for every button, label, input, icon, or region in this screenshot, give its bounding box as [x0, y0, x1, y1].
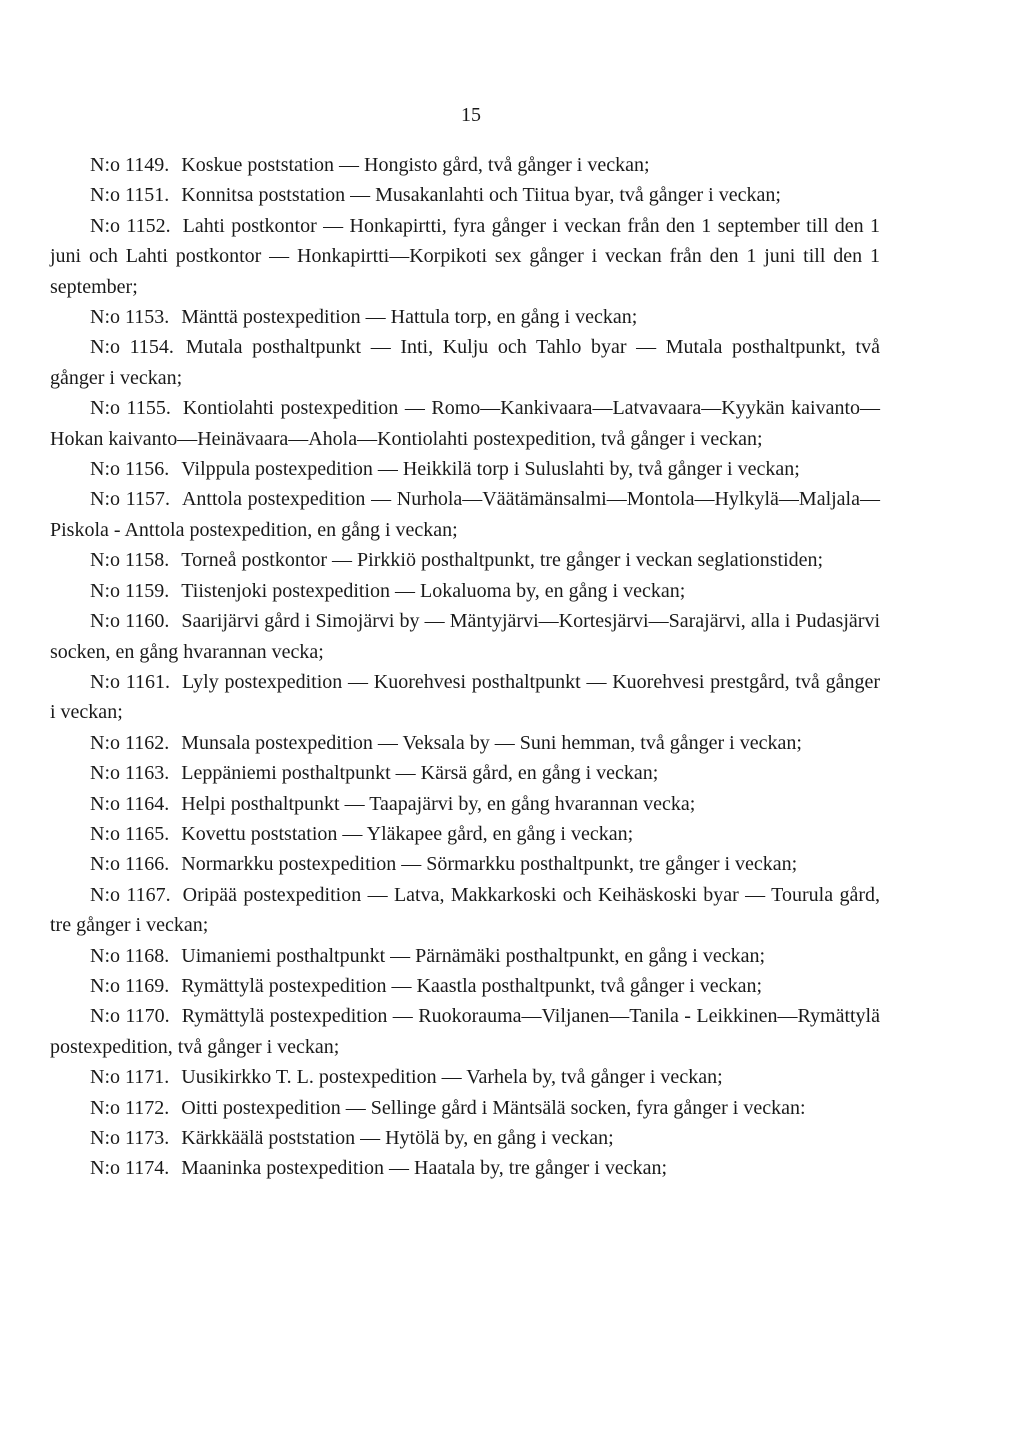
- entry-number: N:o 1151.: [90, 184, 170, 207]
- entry-number: N:o 1157.: [90, 488, 170, 511]
- entry-text: Konnitsa poststation — Musakanlahti och Tiitua byar, två gånger i veckan;: [181, 184, 781, 207]
- entry-number: N:o 1172.: [90, 1096, 170, 1119]
- list-item: [50, 332, 880, 393]
- entry-text: Mutala posthaltpunkt — Inti, Kulju och Tahlo byar — Mutala posthaltpunkt, två gånger i veckan;: [50, 336, 880, 389]
- entry-number: N:o 1171.: [90, 1066, 170, 1089]
- entry-number: N:o 1170.: [90, 1005, 170, 1028]
- entry-number: N:o 1168.: [90, 944, 170, 967]
- entry-number: N:o 1159.: [90, 579, 170, 602]
- entry-text: Saarijärvi gård i Simojärvi by — Mäntyjärvi—Kortesjärvi—Sarajärvi, alla i Pudasjärvi socken, en gång hvarannan vecka;: [50, 610, 880, 663]
- list-item: [50, 880, 880, 941]
- entry-text: Rymättylä postexpedition — Kaastla posthaltpunkt, två gånger i veckan;: [181, 974, 762, 997]
- entry-text: Helpi posthaltpunkt — Taapajärvi by, en gång hvarannan vecka;: [181, 792, 696, 815]
- list-item: [50, 302, 880, 332]
- list-item: [50, 1153, 880, 1183]
- entry-number: N:o 1161.: [90, 670, 171, 693]
- list-item: [50, 454, 880, 484]
- list-item: [50, 150, 880, 180]
- entry-text: Kovettu poststation — Yläkapee gård, en gång i veckan;: [181, 822, 634, 845]
- list-item: [50, 576, 880, 606]
- entry-list: [50, 150, 880, 1184]
- list-item: [50, 789, 880, 819]
- list-item: [50, 1062, 880, 1092]
- entry-text: Uimaniemi posthaltpunkt — Pärnämäki posthaltpunkt, en gång i veckan;: [181, 944, 766, 967]
- entry-text: Vilppula postexpedition — Heikkilä torp i Suluslahti by, två gånger i veckan;: [181, 458, 800, 481]
- entry-number: N:o 1154.: [90, 336, 174, 359]
- entry-text: Normarkku postexpedition — Sörmarkku posthaltpunkt, tre gånger i veckan;: [181, 853, 798, 876]
- list-item: [50, 211, 880, 302]
- entry-text: Munsala postexpedition — Veksala by — Suni hemman, två gånger i veckan;: [181, 731, 802, 754]
- list-item: [50, 941, 880, 971]
- entry-text: Lahti postkontor — Honkapirtti, fyra gånger i veckan från den 1 september till den 1 juni och Lahti postkontor — Honkapirtti—Korpikoti sex gånger i veckan från den 1 juni till den 1 september;: [50, 214, 880, 298]
- entry-number: N:o 1153.: [90, 306, 170, 329]
- entry-number: N:o 1173.: [90, 1127, 170, 1149]
- list-item: [50, 180, 880, 210]
- entry-text: Leppäniemi posthaltpunkt — Kärsä gård, en gång i veckan;: [181, 762, 659, 785]
- entry-text: Torneå postkontor — Pirkkiö posthaltpunkt, tre gånger i veckan seglationstiden;: [181, 549, 824, 572]
- entry-number: N:o 1155.: [90, 397, 171, 420]
- entry-text: Mänttä postexpedition — Hattula torp, en gång i veckan;: [181, 306, 638, 329]
- entry-number: N:o 1149.: [90, 154, 170, 176]
- entry-number: N:o 1158.: [90, 549, 170, 572]
- entry-text: Koskue poststation — Hongisto gård, två gånger i veckan;: [181, 154, 650, 176]
- list-item: [50, 484, 880, 545]
- entry-number: N:o 1156.: [90, 458, 170, 481]
- entry-text: Kontiolahti postexpedition — Romo—Kankivaara—Latvavaara—Kyykän kaivanto—Hokan kaivanto—Heinävaara—Ahola—Kontiolahti postexpedition, två gånger i veckan;: [50, 397, 881, 450]
- entry-text: Oitti postexpedition — Sellinge gård i Mäntsälä socken, fyra gånger i veckan:: [181, 1096, 806, 1119]
- list-item: [50, 971, 880, 1001]
- entry-text: Tiistenjoki postexpedition — Lokaluoma by, en gång i veckan;: [181, 579, 686, 602]
- page-number: 15: [461, 104, 481, 126]
- entry-text: Kärkkäälä poststation — Hytölä by, en gång i veckan;: [181, 1127, 614, 1149]
- entry-text: Oripää postexpedition — Latva, Makkarkoski och Keihäskoski byar — Tourula gård, tre gånger i veckan;: [50, 883, 880, 937]
- entry-text: Lyly postexpedition — Kuorehvesi posthaltpunkt — Kuorehvesi prestgård, två gånger i veckan;: [50, 670, 880, 724]
- list-item: [50, 1093, 880, 1123]
- list-item: [50, 819, 880, 849]
- list-item: [50, 728, 880, 758]
- list-item: [50, 393, 880, 454]
- entry-text: Rymättylä postexpedition — Ruokorauma—Viljanen—Tanila - Leikkinen—Rymättylä postexpedition, två gånger i veckan;: [50, 1005, 880, 1058]
- entry-number: N:o 1160.: [90, 610, 170, 633]
- entry-text: Maaninka postexpedition — Haatala by, tre gånger i veckan;: [181, 1157, 668, 1180]
- list-item: [50, 849, 880, 879]
- list-item: [50, 1123, 880, 1153]
- entry-number: N:o 1166.: [90, 853, 170, 876]
- list-item: [50, 545, 880, 575]
- entry-number: N:o 1174.: [90, 1157, 170, 1180]
- entry-number: N:o 1163.: [90, 762, 170, 785]
- entry-number: N:o 1162.: [90, 731, 170, 754]
- list-item: [50, 606, 880, 667]
- list-item: [50, 758, 880, 788]
- entry-text: Anttola postexpedition — Nurhola—Väätämänsalmi—Montola—Hylkylä—Maljala—Piskola - Anttola postexpedition, en gång i veckan;: [50, 488, 880, 541]
- list-item: [50, 1001, 880, 1062]
- entry-text: Uusikirkko T. L. postexpedition — Varhela by, två gånger i veckan;: [181, 1066, 723, 1089]
- entry-number: N:o 1165.: [90, 822, 170, 845]
- entry-number: N:o 1167.: [90, 883, 171, 906]
- entry-number: N:o 1169.: [90, 974, 170, 997]
- list-item: [50, 667, 880, 728]
- entry-number: N:o 1164.: [90, 792, 170, 815]
- entry-number: N:o 1152.: [90, 214, 171, 237]
